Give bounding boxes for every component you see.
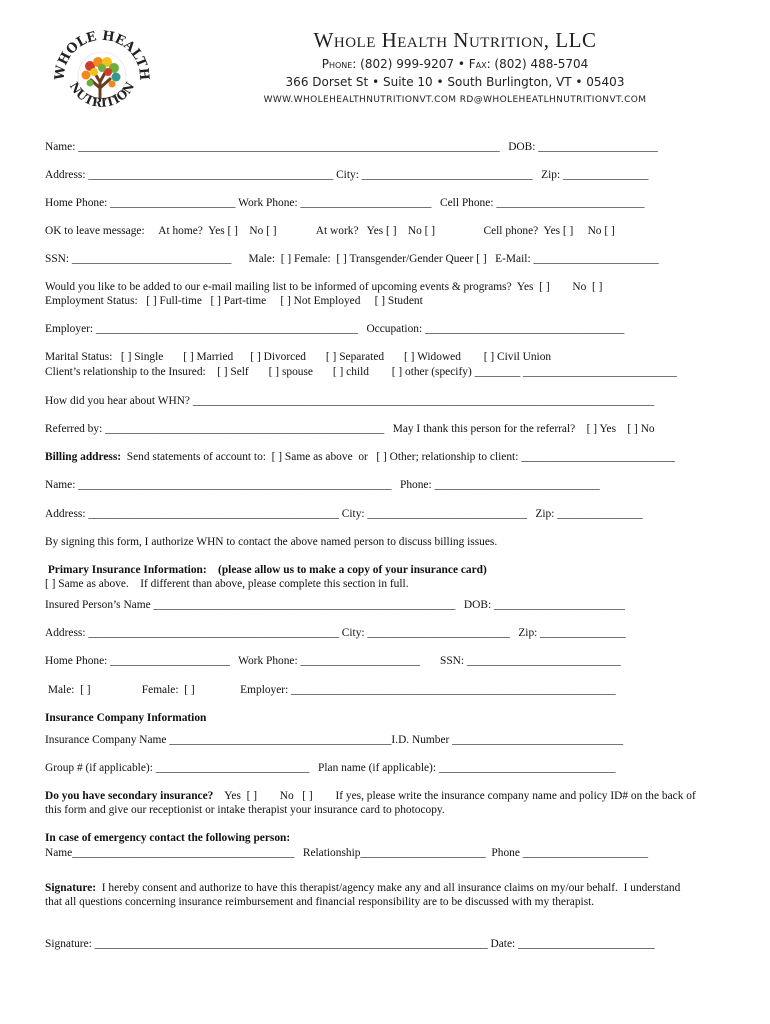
billing-address-detail-line[interactable]: Address: ____________________________________________ City: ____________________________ Zip: _______________	[45, 508, 643, 520]
insured-address-line[interactable]: Address: ____________________________________________ City: _________________________ Zip: _______________	[45, 627, 626, 639]
employer-line[interactable]: Employer: ______________________________________________ Occupation: ___________________________________	[45, 323, 625, 335]
same-as-above-line[interactable]: [ ] Same as above. If different than above, please complete this section in full.	[45, 578, 409, 590]
svg-text:WHOLE HEALTH	[52, 29, 151, 82]
insured-person-line[interactable]: Insured Person’s Name _____________________________________________________ DOB: _______________________	[45, 599, 625, 611]
insured-phones-line[interactable]: Home Phone: _____________________ Work Phone: _____________________ SSN: ___________________________	[45, 655, 621, 667]
billing-address-line[interactable]: Billing address: Send statements of account to: [ ] Same as above or [ ] Other; relationship to client: ___________________________	[45, 451, 675, 463]
company-address: 366 Dorset St • Suite 10 • South Burlington, VT • 05403	[285, 75, 625, 89]
ssn-gender-email-line[interactable]: SSN: ____________________________ Male: [ ] Female: [ ] Transgender/Gender Queer [ ] E-Mail: ______________________	[45, 253, 659, 265]
emergency-contact-heading: In case of emergency contact the following person:	[45, 832, 291, 844]
name-dob-line[interactable]: Name: __________________________________________________________________________ DOB: _____________________	[45, 141, 658, 153]
company-logo	[50, 22, 154, 126]
logo-text-top: WHOLE HEALTH	[52, 28, 152, 82]
billing-authorization-text: By signing this form, I authorize WHN to contact the above named person to discuss billing issues.	[45, 536, 498, 548]
logo-text-bottom: NUTRITION	[66, 79, 138, 111]
insured-relationship-line[interactable]: Client’s relationship to the Insured: [ ] Self [ ] spouse [ ] child [ ] other (specify) ________ ___________________________	[45, 366, 677, 378]
primary-insurance-heading: Primary Insurance Information: (please allow us to make a copy of your insurance card)	[45, 564, 487, 576]
insured-gender-employer-line[interactable]: Male: [ ] Female: [ ] Employer: _________________________________________________________	[45, 684, 616, 696]
signature-consent-text: Signature: I hereby consent and authorize to have this therapist/agency make any and all insurance claims on my/our behalf. I understand	[45, 882, 681, 894]
signature-consent-text-2: that all questions concerning insurance reimbursement and financial responsibility are to be discussed with my therapist.	[45, 896, 595, 908]
phone-fax: Phone: (802) 999-9207 • Fax: (802) 488-5704	[321, 57, 589, 71]
secondary-insurance-note: this form and give our receptionist or intake therapist your insurance card to photocopy.	[45, 804, 445, 816]
insurance-company-heading: Insurance Company Information	[45, 712, 207, 724]
billing-name-line[interactable]: Name: _______________________________________________________ Phone: _____________________________	[45, 479, 600, 491]
phones-line[interactable]: Home Phone: ______________________ Work Phone: _______________________ Cell Phone: __________________________	[45, 197, 645, 209]
secondary-insurance-line[interactable]: Do you have secondary insurance? Yes [ ] No [ ] If yes, please write the insurance company name and policy ID# on the back of	[45, 790, 696, 802]
web-email: WWW.WHOLEHEALTHNUTRITIONVT.COM RD@WHOLEHEATLHNUTRITIONVT.COM	[263, 95, 647, 105]
group-plan-line[interactable]: Group # (if applicable): ___________________________ Plan name (if applicable): _______________________________	[45, 762, 616, 774]
message-permission-line[interactable]: OK to leave message: At home? Yes [ ] No [ ] At work? Yes [ ] No [ ] Cell phone? Yes [ ] No [ ]	[45, 225, 615, 237]
insurance-company-line[interactable]: Insurance Company Name _______________________________________I.D. Number ______________________________	[45, 734, 624, 746]
referral-source-line[interactable]: How did you hear about WHN? _________________________________________________________________________________	[45, 395, 655, 407]
signature-date-line[interactable]: Signature: _____________________________________________________________________ Date: ________________________	[45, 938, 655, 950]
address-line[interactable]: Address: ___________________________________________ City: ______________________________ Zip: _______________	[45, 169, 649, 181]
company-name: Whole Health Nutrition, LLC	[313, 28, 597, 52]
svg-text:NUTRITION	[67, 80, 138, 111]
marital-status-line[interactable]: Marital Status: [ ] Single [ ] Married [ ] Divorced [ ] Separated [ ] Widowed [ ] Civil Union	[45, 351, 552, 363]
letterhead	[175, 28, 735, 105]
emergency-contact-line[interactable]: Name_______________________________________ Relationship______________________ Phone ______________________	[45, 847, 649, 859]
mailing-list-line[interactable]: Would you like to be added to our e-mail mailing list to be informed of upcoming events & programs? Yes [ ] No [ ]	[45, 281, 603, 293]
employment-status-line[interactable]: Employment Status: [ ] Full-time [ ] Part-time [ ] Not Employed [ ] Student	[45, 295, 423, 307]
referred-by-line[interactable]: Referred by: _________________________________________________ May I thank this person for the referral? [ ] Yes [ ] No	[45, 423, 655, 435]
